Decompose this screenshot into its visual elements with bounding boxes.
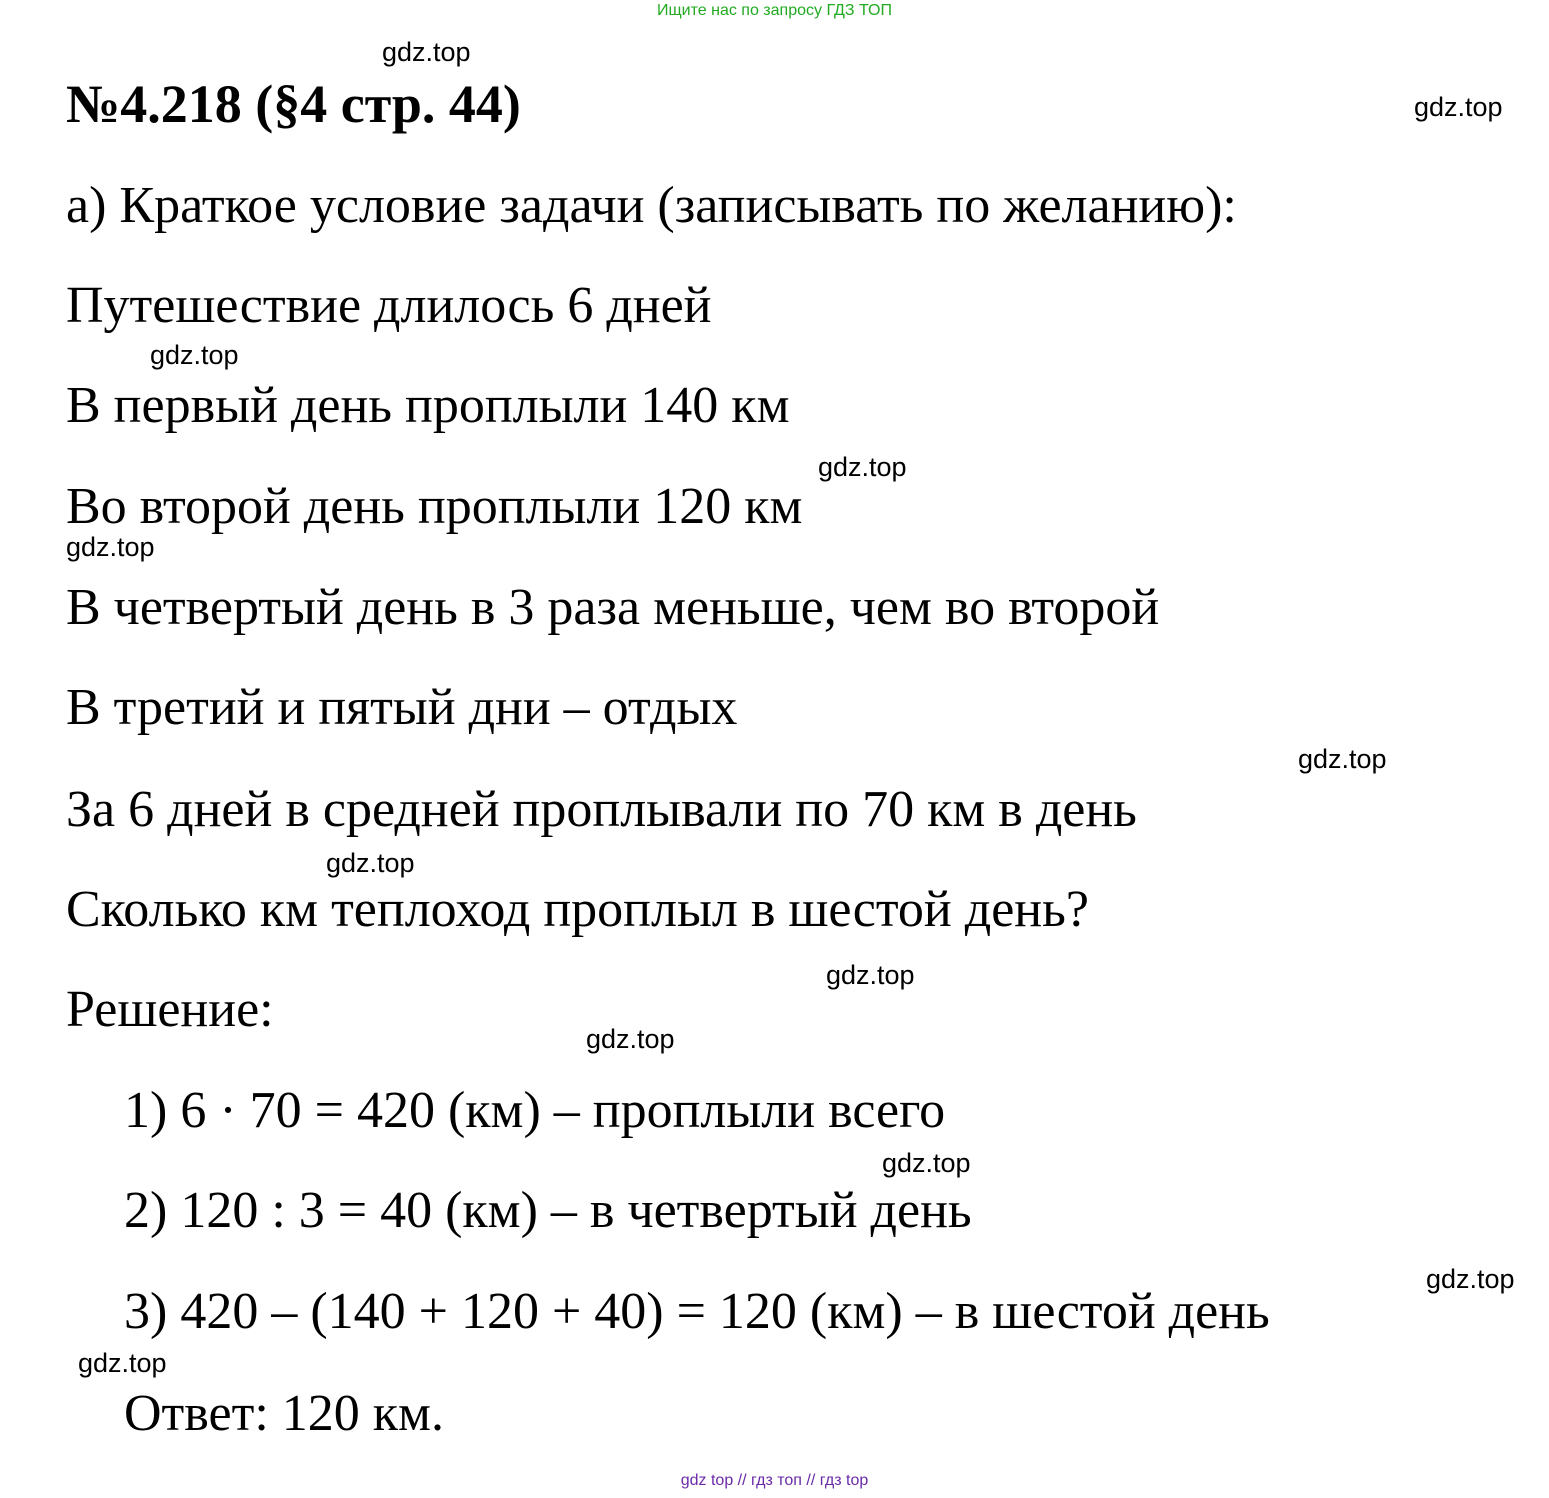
condition-line: За 6 дней в средней проплывали по 70 км в день [66, 781, 1137, 838]
condition-heading: а) Краткое условие задачи (записывать по желанию): [66, 177, 1237, 234]
condition-line: Во второй день проплыли 120 км [66, 478, 803, 535]
watermark: gdz.top [826, 960, 915, 990]
page-title: №4.218 (§4 стр. 44) [66, 74, 521, 134]
footer-link[interactable]: гдз топ [751, 1472, 802, 1489]
condition-line: В третий и пятый дни – отдых [66, 679, 738, 736]
footer-link[interactable]: gdz top [680, 1472, 734, 1489]
footer-separator: // [806, 1472, 816, 1489]
footer-link[interactable]: гдз top [819, 1472, 869, 1489]
watermark: gdz.top [326, 848, 415, 878]
condition-line: В первый день проплыли 140 км [66, 377, 790, 434]
watermark: gdz.top [1414, 92, 1503, 122]
answer-line: Ответ: 120 км. [124, 1385, 444, 1442]
condition-line: В четвертый день в 3 раза меньше, чем во второй [66, 579, 1160, 636]
top-banner [0, 2, 1549, 20]
watermark: gdz.top [382, 37, 471, 67]
condition-question: Сколько км теплоход проплыл в шестой день? [66, 881, 1089, 938]
watermark: gdz.top [818, 452, 907, 482]
condition-line: Путешествие длилось 6 дней [66, 277, 712, 334]
solution-heading: Решение: [66, 981, 274, 1038]
solution-step: 1) 6 · 70 = 420 (км) – проплыли всего [124, 1082, 946, 1139]
watermark: gdz.top [150, 340, 239, 370]
solution-step: 3) 420 – (140 + 120 + 40) = 120 (км) – в шестой день [124, 1283, 1270, 1340]
watermark: gdz.top [78, 1348, 167, 1378]
top-banner-text: Ищите нас по запросу ГДЗ ТОП [657, 2, 892, 19]
footer-separator: // [737, 1472, 747, 1489]
watermark: gdz.top [1298, 744, 1387, 774]
watermark: gdz.top [882, 1148, 971, 1178]
watermark: gdz.top [586, 1024, 675, 1054]
footer-links [0, 1472, 1549, 1490]
solution-step: 2) 120 : 3 = 40 (км) – в четвертый день [124, 1182, 972, 1239]
watermark: gdz.top [66, 532, 155, 562]
watermark: gdz.top [1426, 1264, 1515, 1294]
